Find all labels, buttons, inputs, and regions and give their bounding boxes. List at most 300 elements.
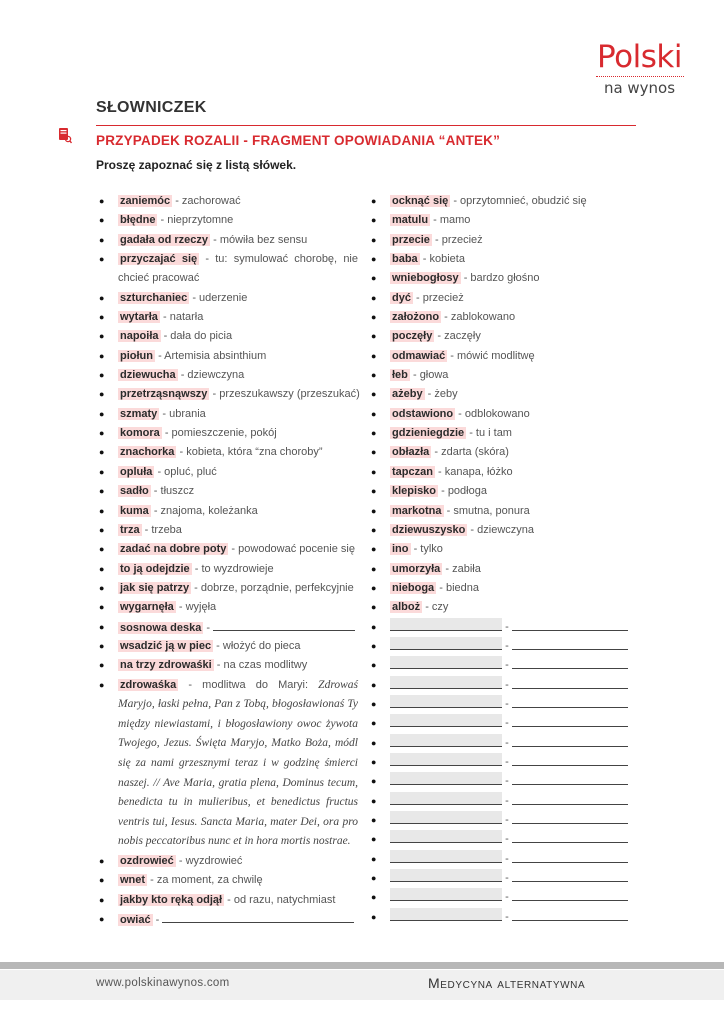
- vocab-item: [368, 405, 630, 424]
- vocab-item: [368, 250, 630, 269]
- vocab-item: [96, 443, 358, 462]
- instruction-text: Proszę zapoznać się z listą słówek.: [96, 158, 297, 172]
- answer-blank[interactable]: [162, 910, 354, 923]
- blank-dash: -: [505, 659, 509, 672]
- blank-entry-row: [368, 753, 630, 772]
- blank-word-field[interactable]: [390, 830, 502, 843]
- vocab-item: [96, 347, 358, 366]
- vocab-word: ażeby: [392, 388, 423, 401]
- bullet-icon: ●: [371, 602, 377, 613]
- vocab-word: sadło: [120, 485, 149, 498]
- vocab-definition: - włożyć do pieca: [216, 639, 301, 652]
- vocab-item: [96, 289, 358, 308]
- book-search-icon: [58, 127, 72, 144]
- vocab-definition: - za moment, za chwilę: [150, 874, 263, 887]
- vocab-word: wniebogłosy: [392, 272, 459, 285]
- vocab-definition: - tu i tam: [469, 427, 512, 440]
- bullet-icon: ●: [99, 408, 105, 419]
- bullet-icon: ●: [371, 698, 377, 709]
- vocab-word: dziewucha: [120, 369, 176, 382]
- bullet-icon: ●: [371, 505, 377, 516]
- vocab-item: [368, 327, 630, 346]
- vocab-definition: - kanapa, łóżko: [438, 465, 513, 478]
- logo-divider: [596, 76, 684, 77]
- vocab-item: [96, 618, 358, 637]
- bullet-icon: ●: [371, 911, 377, 922]
- vocab-definition: - czy: [425, 601, 449, 614]
- vocab-word: przecie: [392, 233, 430, 246]
- vocab-word: łeb: [392, 369, 408, 382]
- vocab-item: [96, 366, 358, 385]
- vocab-definition: - przecież: [434, 233, 483, 246]
- vocab-word: błędne: [120, 214, 156, 227]
- bullet-icon: ●: [371, 563, 377, 574]
- bullet-icon: ●: [371, 389, 377, 400]
- vocab-item: [96, 656, 358, 675]
- vocab-word: nieboga: [392, 581, 435, 594]
- vocab-word: gadała od rzeczy: [120, 233, 209, 246]
- bullet-icon: ●: [371, 234, 377, 245]
- vocab-word: to ją odejdzie: [120, 562, 190, 575]
- bullet-icon: ●: [99, 234, 105, 245]
- vocab-word: gdzieniegdzie: [392, 427, 465, 440]
- vocab-item: [368, 443, 630, 462]
- bullet-icon: ●: [99, 428, 105, 439]
- blank-word-field[interactable]: [390, 811, 502, 824]
- vocab-word: zdrowaśka: [120, 678, 177, 691]
- bullet-icon: ●: [371, 312, 377, 323]
- vocab-word: markotna: [392, 504, 442, 517]
- bullet-icon: ●: [99, 640, 105, 651]
- vocab-item: [96, 405, 358, 424]
- bullet-icon: ●: [371, 621, 377, 632]
- blank-dash: -: [505, 833, 509, 846]
- bullet-icon: ●: [371, 273, 377, 284]
- bullet-icon: ●: [371, 776, 377, 787]
- blank-entry-row: [368, 656, 630, 675]
- vocab-word: wsadzić ją w piec: [120, 639, 212, 652]
- vocab-definition: - zabiła: [445, 562, 481, 575]
- blank-definition-field[interactable]: [512, 734, 628, 747]
- bullet-icon: ●: [371, 215, 377, 226]
- blank-entry-row: [368, 811, 630, 830]
- vocab-definition: - oprzytomnieć, obudzić się: [453, 195, 587, 207]
- vocab-word: przetrząsnąwszy: [120, 388, 208, 401]
- vocab-item: [96, 676, 358, 852]
- vocab-item: [96, 502, 358, 521]
- bullet-icon: ●: [371, 640, 377, 651]
- vocab-word: matulu: [392, 214, 429, 227]
- blank-definition-field[interactable]: [512, 695, 628, 708]
- bullet-icon: ●: [99, 524, 105, 535]
- blank-entry-row: [368, 908, 630, 927]
- blank-word-field[interactable]: [390, 850, 502, 863]
- bullet-icon: ●: [371, 737, 377, 748]
- vocab-word: przyczajać się: [120, 253, 198, 266]
- footer-topic: Medycyna alternatywna: [428, 975, 586, 991]
- vocab-item: [96, 910, 358, 929]
- vocab-definition: - głowa: [412, 369, 449, 382]
- bullet-icon: ●: [371, 292, 377, 303]
- vocab-item: [96, 579, 358, 598]
- vocab-definition: - Artemisia absinthium: [158, 349, 267, 362]
- vocab-word: kuma: [120, 504, 149, 517]
- vocab-item: [96, 598, 358, 617]
- vocabulary-list-left: [96, 192, 358, 929]
- bullet-icon: ●: [371, 718, 377, 729]
- bullet-icon: ●: [371, 370, 377, 381]
- page-title: SŁOWNICZEK: [96, 99, 207, 116]
- vocab-definition: - znajoma, koleżanka: [153, 504, 258, 517]
- bullet-icon: ●: [371, 486, 377, 497]
- bullet-icon: ●: [99, 196, 105, 206]
- bullet-icon: ●: [371, 815, 377, 825]
- bullet-icon: ●: [99, 350, 105, 361]
- vocab-item: [96, 540, 358, 559]
- vocab-word: jak się patrzy: [120, 581, 190, 594]
- vocab-definition: - zablokowano: [444, 311, 516, 324]
- vocab-definition: - żeby: [427, 388, 458, 401]
- logo-main-text: Polski: [597, 39, 682, 75]
- vocab-item: [96, 852, 358, 871]
- blank-word-field[interactable]: [390, 656, 502, 669]
- vocab-word: obłazła: [392, 446, 430, 459]
- bullet-icon: ●: [99, 389, 105, 400]
- vocab-item: [368, 521, 630, 540]
- blank-dash: -: [505, 852, 509, 865]
- vocab-definition: - wyzdrowieć: [178, 854, 243, 867]
- vocab-item: [368, 366, 630, 385]
- vocab-definition: - kobieta: [422, 253, 465, 266]
- blank-dash: -: [505, 872, 509, 885]
- vocab-definition: - dobrze, porządnie, perfekcyjnie: [194, 581, 354, 594]
- vocab-item: [368, 463, 630, 482]
- footer-website: www.polskinawynos.com: [96, 977, 230, 989]
- vocab-word: założono: [392, 311, 440, 324]
- blank-definition-field[interactable]: [512, 772, 628, 785]
- vocab-definition: - modlitwa do Maryi:: [188, 678, 309, 691]
- vocab-definition: - natarła: [162, 311, 204, 324]
- blank-word-field[interactable]: [390, 792, 502, 805]
- vocab-definition: - tylko: [413, 543, 443, 556]
- blank-entry-row: [368, 869, 630, 888]
- bullet-icon: ●: [99, 331, 105, 342]
- vocab-definition: - dała do picia: [163, 330, 233, 343]
- bullet-icon: ●: [371, 428, 377, 439]
- vocab-definition: - wyjęła: [178, 601, 217, 614]
- section-divider: [96, 125, 636, 126]
- vocab-definition: - zachorować: [175, 195, 241, 207]
- vocab-definition: - bardzo głośno: [463, 272, 540, 285]
- blank-definition-field[interactable]: [512, 811, 628, 824]
- blank-definition-field[interactable]: [512, 850, 628, 863]
- bullet-icon: ●: [371, 466, 377, 477]
- bullet-icon: ●: [371, 679, 377, 690]
- vocab-definition: - mówiła bez sensu: [213, 233, 308, 246]
- vocab-item: [368, 540, 630, 559]
- bullet-icon: ●: [371, 795, 377, 806]
- vocab-definition: - mówić modlitwę: [450, 349, 535, 362]
- blank-definition-field[interactable]: [512, 830, 628, 843]
- vocab-item: [96, 521, 358, 540]
- vocab-item: [368, 482, 630, 501]
- blank-dash: -: [505, 639, 509, 652]
- vocab-word: poczęły: [392, 330, 433, 343]
- blank-word-field[interactable]: [390, 676, 502, 689]
- blank-word-field[interactable]: [390, 908, 502, 921]
- vocab-word: owiać: [120, 913, 151, 926]
- bullet-icon: ●: [371, 873, 377, 884]
- vocab-word: sosnowa deska: [120, 621, 202, 634]
- bullet-icon: ●: [371, 544, 377, 555]
- vocab-definition: - przeszukawszy (przeszukać): [212, 388, 360, 401]
- bullet-icon: ●: [99, 370, 105, 381]
- vocab-definition: - mamo: [433, 214, 471, 227]
- vocab-item: [368, 598, 630, 617]
- vocab-word: klepisko: [392, 485, 437, 498]
- vocab-item: [368, 424, 630, 443]
- blank-word-field[interactable]: [390, 772, 502, 785]
- bullet-icon: ●: [99, 660, 105, 671]
- vocab-word: zaniemóc: [120, 195, 171, 207]
- bullet-icon: ●: [371, 853, 377, 864]
- blank-definition-field[interactable]: [512, 869, 628, 882]
- vocab-definition: - ubrania: [162, 407, 206, 420]
- vocab-item: [368, 347, 630, 366]
- vocab-word: komora: [120, 427, 160, 440]
- blank-definition-field[interactable]: [512, 656, 628, 669]
- blank-dash: -: [505, 717, 509, 730]
- vocab-definition: - pomieszczenie, pokój: [164, 427, 277, 440]
- vocab-definition: - kobieta, która “zna choroby”: [179, 446, 323, 459]
- blank-word-field[interactable]: [390, 618, 502, 631]
- vocab-definition: - podłoga: [441, 485, 487, 498]
- blank-dash: -: [505, 697, 509, 710]
- vocab-item: [96, 560, 358, 579]
- vocab-definition: - trzeba: [144, 523, 182, 536]
- blank-definition-field[interactable]: [512, 908, 628, 921]
- vocab-word: zadać na dobre poty: [120, 543, 227, 556]
- vocab-word: odmawiać: [392, 349, 446, 362]
- vocab-item: [368, 560, 630, 579]
- blank-entry-row: [368, 714, 630, 733]
- blank-word-field[interactable]: [390, 714, 502, 727]
- blank-definition-field[interactable]: [512, 714, 628, 727]
- footer-divider: [0, 962, 724, 969]
- vocab-word: ino: [392, 543, 409, 556]
- vocab-item: [368, 579, 630, 598]
- blank-entry-row: [368, 772, 630, 791]
- vocab-definition: - smutna, ponura: [446, 504, 530, 517]
- blank-entry-row: [368, 734, 630, 753]
- bullet-icon: ●: [371, 892, 377, 903]
- vocab-word: jakby kto ręką odjął: [120, 893, 223, 906]
- bullet-icon: ●: [99, 254, 105, 265]
- bullet-icon: ●: [99, 447, 105, 458]
- vocab-word: na trzy zdrowaśki: [120, 659, 212, 672]
- blank-dash: -: [505, 736, 509, 749]
- vocab-item: [368, 385, 630, 404]
- vocab-word: wygarnęła: [120, 601, 174, 614]
- vocab-word: trza: [120, 523, 140, 536]
- blank-entry-row: [368, 618, 630, 637]
- vocab-item: [368, 231, 630, 250]
- bullet-icon: ●: [371, 447, 377, 458]
- vocab-definition: - zaczęły: [437, 330, 481, 343]
- blank-dash: -: [505, 775, 509, 788]
- vocab-word: opluła: [120, 465, 153, 478]
- blank-word-field[interactable]: [390, 869, 502, 882]
- bullet-icon: ●: [99, 602, 105, 613]
- vocab-word: znachorka: [120, 446, 175, 459]
- vocab-definition: - nieprzytomne: [160, 214, 234, 227]
- blank-word-field[interactable]: [390, 734, 502, 747]
- vocab-definition: - odblokowano: [458, 407, 530, 420]
- vocab-word: szmaty: [120, 407, 158, 420]
- blank-entry-row: [368, 676, 630, 695]
- vocab-definition: - dziewczyna: [470, 523, 534, 536]
- vocab-item: [96, 637, 358, 656]
- bullet-icon: ●: [371, 196, 377, 206]
- blank-definition-field[interactable]: [512, 676, 628, 689]
- vocab-definition: - uderzenie: [192, 291, 248, 304]
- blank-entry-row: [368, 830, 630, 849]
- blank-definition-field[interactable]: [512, 792, 628, 805]
- vocab-item: [368, 211, 630, 230]
- blank-dash: -: [505, 755, 509, 768]
- vocab-item: [96, 250, 358, 289]
- bullet-icon: ●: [371, 756, 377, 767]
- vocab-definition: - zdarta (skóra): [434, 446, 509, 459]
- vocab-word: tapczan: [392, 465, 433, 478]
- vocab-definition: - powodować pocenie się: [231, 543, 355, 556]
- bullet-icon: ●: [99, 875, 105, 886]
- vocab-word: dziewuszysko: [392, 523, 466, 536]
- vocab-item: [368, 192, 630, 211]
- vocab-item: [368, 269, 630, 288]
- vocab-item: [96, 482, 358, 501]
- vocab-word: piołun: [120, 349, 153, 362]
- bullet-icon: ●: [371, 660, 377, 671]
- bullet-icon: ●: [99, 505, 105, 516]
- bullet-icon: ●: [99, 215, 105, 226]
- bullet-icon: ●: [371, 331, 377, 342]
- blank-definition-field[interactable]: [512, 618, 628, 631]
- vocab-word: odstawiono: [392, 407, 454, 420]
- vocab-item: [96, 463, 358, 482]
- bullet-icon: ●: [99, 679, 105, 690]
- vocab-item: [368, 308, 630, 327]
- bullet-icon: ●: [99, 621, 105, 632]
- vocab-word: szturchaniec: [120, 291, 188, 304]
- bullet-icon: ●: [99, 855, 105, 866]
- bullet-icon: ●: [371, 350, 377, 361]
- vocab-word: napoiła: [120, 330, 159, 343]
- vocab-item: [96, 327, 358, 346]
- blank-dash: -: [505, 678, 509, 691]
- bullet-icon: ●: [371, 834, 377, 845]
- vocab-definition: -: [155, 913, 160, 926]
- vocab-definition: - opluć, pluć: [157, 465, 217, 478]
- blank-entry-row: [368, 888, 630, 907]
- vocab-item: [96, 192, 358, 211]
- bullet-icon: ●: [99, 563, 105, 574]
- vocab-item: [96, 385, 358, 404]
- blank-dash: -: [505, 794, 509, 807]
- bullet-icon: ●: [99, 913, 105, 924]
- blank-word-field[interactable]: [390, 637, 502, 650]
- bullet-icon: ●: [371, 408, 377, 419]
- bullet-icon: ●: [371, 254, 377, 265]
- bullet-icon: ●: [371, 524, 377, 535]
- vocab-word: ocknąć się: [392, 195, 449, 207]
- blank-entry-row: [368, 792, 630, 811]
- vocab-item: [96, 211, 358, 230]
- bullet-icon: ●: [99, 582, 105, 593]
- vocab-definition: - dziewczyna: [180, 369, 245, 382]
- bullet-icon: ●: [99, 894, 105, 905]
- blank-entry-row: [368, 695, 630, 714]
- blank-entry-row: [368, 637, 630, 656]
- blank-dash: -: [505, 891, 509, 904]
- vocab-definition: - na czas modlitwy: [216, 659, 308, 672]
- prayer-text: Zdrowaś Maryjo, łaski pełna, Pan z Tobą, błogosławionaś Ty między niewiastami, i błogosławiony owoc żywota Twojego, Jezus. Święta Maryjo, Matko Boża, módl się za nami grzesznymi teraz i w godzinę śmierci naszej. // Ave Maria, gratia plena, Dominus tecum, benedicta tu in mulieribus, et benedictus fructus ventris tui, Iesus. Sancta Maria, mater Dei, ora pro nobis peccatoribus nunc et in hora mortis nostrae.: [118, 678, 359, 848]
- bullet-icon: ●: [99, 466, 105, 477]
- vocab-item: [368, 502, 630, 521]
- blank-dash: -: [505, 620, 509, 633]
- blank-dash: -: [505, 910, 509, 923]
- vocab-item: [96, 231, 358, 250]
- section-title: PRZYPADEK ROZALII - FRAGMENT OPOWIADANIA “ANTEK”: [96, 133, 501, 148]
- vocab-word: baba: [392, 253, 418, 266]
- vocab-definition: - biedna: [439, 581, 479, 594]
- vocab-definition: -: [206, 621, 211, 634]
- bullet-icon: ●: [99, 544, 105, 555]
- vocab-definition: - przecież: [416, 291, 464, 304]
- vocab-item: [96, 871, 358, 890]
- logo-sub-text: na wynos: [603, 79, 676, 97]
- bullet-icon: ●: [371, 582, 377, 593]
- vocab-definition: - od razu, natychmiast: [227, 893, 336, 906]
- vocab-definition: - tu: symulować chorobę, nie chcieć pracować: [118, 253, 358, 285]
- brand-logo: [592, 40, 687, 97]
- vocab-item: [96, 308, 358, 327]
- vocab-word: alboż: [392, 601, 421, 614]
- blank-dash: -: [505, 814, 509, 826]
- vocab-definition: - tłuszcz: [153, 485, 195, 498]
- vocab-word: umorzyła: [392, 562, 441, 575]
- vocab-item: [96, 424, 358, 443]
- vocab-item: [96, 891, 358, 910]
- vocab-word: ozdrowieć: [120, 854, 174, 867]
- bullet-icon: ●: [99, 292, 105, 303]
- blank-entry-row: [368, 850, 630, 869]
- blank-word-field[interactable]: [390, 695, 502, 708]
- vocabulary-list-right: [368, 192, 630, 927]
- answer-blank[interactable]: [213, 618, 355, 631]
- blank-word-field[interactable]: [390, 753, 502, 766]
- blank-definition-field[interactable]: [512, 637, 628, 650]
- vocab-word: wnet: [120, 874, 146, 887]
- blank-word-field[interactable]: [390, 888, 502, 901]
- vocab-definition: - to wyzdrowieje: [194, 562, 274, 575]
- bullet-icon: ●: [99, 312, 105, 323]
- vocab-item: [368, 289, 630, 308]
- blank-definition-field[interactable]: [512, 753, 628, 766]
- blank-definition-field[interactable]: [512, 888, 628, 901]
- vocab-word: wytarła: [120, 311, 158, 324]
- bullet-icon: ●: [99, 486, 105, 497]
